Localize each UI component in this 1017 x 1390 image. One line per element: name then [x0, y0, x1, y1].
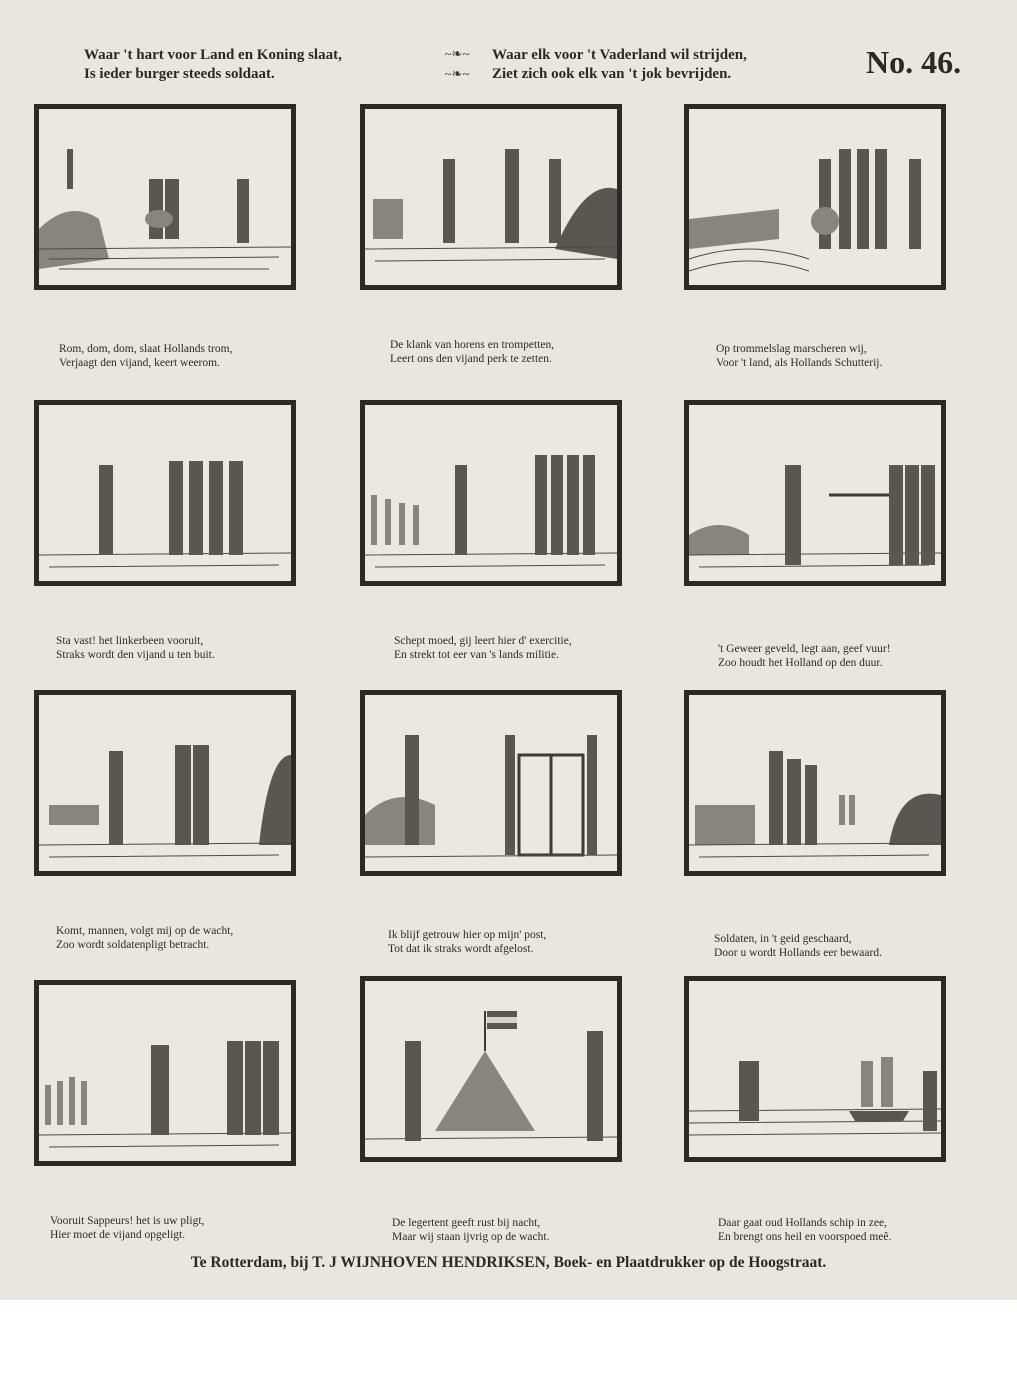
caption-line: Verjaagt den vijand, keert weerom. [59, 357, 220, 369]
caption-line: Daar gaat oud Hollands schip in zee, [718, 1217, 887, 1229]
caption-line: Zoo wordt soldatenpligt betracht. [56, 939, 210, 951]
caption-line: Rom, dom, dom, slaat Hollands trom, [59, 343, 233, 355]
panel-caption [56, 634, 326, 662]
caption-line: Vooruit Sappeurs! het is uw pligt, [50, 1215, 205, 1227]
woodcut-panel-army-tent [360, 976, 622, 1162]
woodcut-panel-dutch-ship [684, 976, 946, 1162]
caption-line: Ik blijf getrouw hier op mijn' post, [388, 929, 547, 941]
woodcut-panel-left-foot-forward [34, 400, 296, 586]
woodcut-panel-firing-squad [684, 400, 946, 586]
woodcut-panel-to-the-watch [34, 690, 296, 876]
panel-caption [714, 932, 984, 960]
caption-line: Op trommelslag marscheren wij, [716, 343, 867, 355]
panel-caption [718, 1216, 988, 1244]
caption-line: Tot dat ik straks wordt afgelost. [388, 943, 534, 955]
header-right-line1: Waar elk voor 't Vaderland wil strijden, [492, 47, 747, 63]
fleuron-ornament-icon: ~❧~ ~❧~ [444, 46, 470, 81]
header-right-line2: Ziet zich ook elk van 't jok bevrijden. [492, 66, 732, 82]
caption-line: Schept moed, gij leert hier d' exercitie, [394, 635, 572, 647]
woodcut-panel-sentry-at-gate [360, 690, 622, 876]
header-left-line1: Waar 't hart voor Land en Koning slaat, [84, 47, 342, 63]
panel-caption [50, 1214, 320, 1242]
woodcut-panel-sappers [34, 980, 296, 1166]
caption-line: Hier moet de vijand opgeligt. [50, 1229, 186, 1241]
caption-line: 't Geweer geveld, legt aan, geef vuur! [718, 643, 891, 655]
caption-line: Soldaten, in 't geid geschaard, [714, 933, 852, 945]
header-verse-right [492, 46, 747, 84]
caption-line: Straks wordt den vijand u ten buit. [56, 649, 215, 661]
woodcut-panel-trumpeters [360, 104, 622, 290]
panel-caption [388, 928, 658, 956]
caption-line: Sta vast! het linkerbeen vooruit, [56, 635, 204, 647]
caption-line: Door u wordt Hollands eer bewaard. [714, 947, 882, 959]
caption-line: Leert ons den vijand perk te zetten. [390, 353, 552, 365]
header-left-line2: Is ieder burger steeds soldaat. [84, 66, 275, 82]
panel-caption [718, 642, 988, 670]
panel-caption [390, 338, 660, 366]
woodcut-panel-exercise [360, 400, 622, 586]
panel-caption [59, 342, 329, 370]
header-verse-left [84, 46, 342, 84]
woodcut-panel-soldiers-in-line [684, 690, 946, 876]
caption-line: Maar wij staan ijvrig op de wacht. [392, 1231, 550, 1243]
caption-line: En strekt tot eer van 's lands militie. [394, 649, 559, 661]
caption-line: Voor 't land, als Hollands Schutterij. [716, 357, 883, 369]
caption-line: Zoo houdt het Holland op den duur. [718, 657, 883, 669]
caption-line: En brengt ons heil en voorspoed meê. [718, 1231, 892, 1243]
panel-caption [394, 634, 664, 662]
panel-caption [392, 1216, 662, 1244]
panel-caption [716, 342, 986, 370]
panel-caption [56, 924, 326, 952]
caption-line: Komt, mannen, volgt mij op de wacht, [56, 925, 234, 937]
woodcut-panel-drummers [34, 104, 296, 290]
woodcut-panel-marching-band [684, 104, 946, 290]
caption-line: De legertent geeft rust bij nacht, [392, 1217, 541, 1229]
publisher-imprint: Te Rotterdam, bij T. J WIJNHOVEN HENDRIKSEN, Boek- en Plaatdrukker op de Hoogstraat. [190, 1254, 827, 1271]
caption-line: De klank van horens en trompetten, [390, 339, 555, 351]
sheet-number: No. 46. [866, 44, 962, 80]
